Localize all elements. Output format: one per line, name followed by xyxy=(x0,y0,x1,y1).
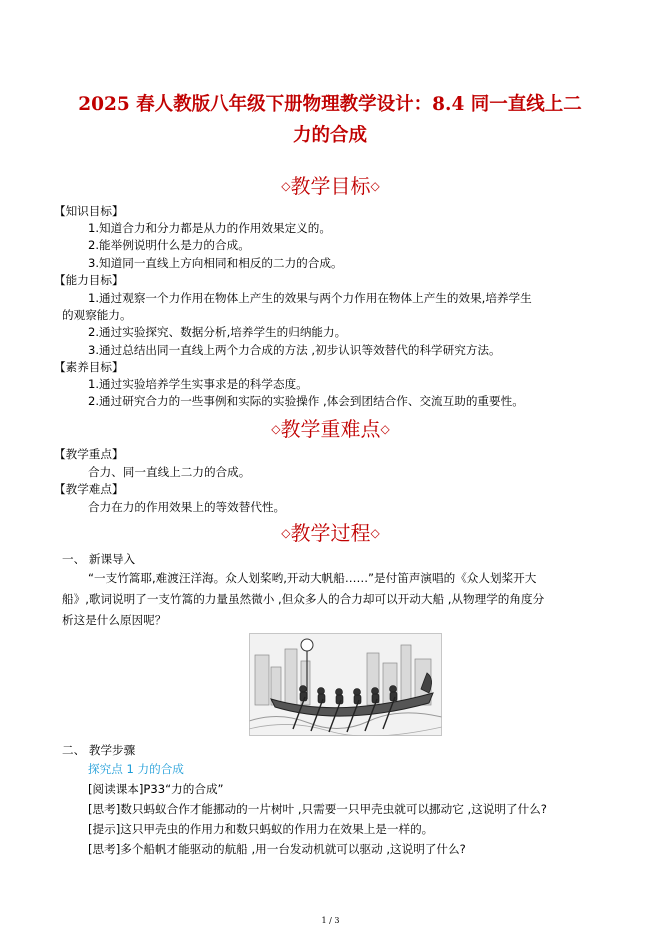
ability-item: 1.通过观察一个力作用在物体上产生的效果与两个力作用在物体上产生的效果,培养学生 xyxy=(88,291,532,305)
intro-label: 一、 新课导入 xyxy=(62,552,136,566)
difficulty-label: 【教学难点】 xyxy=(54,482,124,496)
intro-paragraph-line: 析这是什么原因呢？ xyxy=(62,613,167,627)
subtopic-title-text: 探究点 1 力的合成 xyxy=(88,762,184,776)
knowledge-item: 3.知道同一直线上方向相同和相反的二力的合成。 xyxy=(88,256,343,270)
diamond-icon: ◇ xyxy=(370,179,380,193)
intro-paragraph-line: “一支竹篙耶,难渡汪洋海。众人划桨哟,开动大帆船……”是付笛声演唱的《众人划桨开大 xyxy=(88,571,537,585)
ability-item-cont: 的观察能力。 xyxy=(62,308,132,322)
ability-label: 【能力目标】 xyxy=(54,273,124,287)
section-heading-process xyxy=(0,520,661,546)
section-heading-objectives xyxy=(0,173,661,199)
think-line: [思考]数只蚂蚁合作才能挪动的一片树叶 ,只需要一只甲壳虫就可以挪动它 ,这说明了什么? xyxy=(88,802,547,816)
diamond-icon: ◇ xyxy=(281,179,291,193)
literacy-label: 【素养目标】 xyxy=(54,360,124,374)
subtopic-title xyxy=(88,760,184,778)
literacy-item: 2.通过研究合力的一些事例和实际的实验操作 ,体会到团结合作、交流互助的重要性。 xyxy=(88,394,524,408)
difficulty-text: 合力在力的作用效果上的等效替代性。 xyxy=(88,500,286,514)
key-text: 合力、同一直线上二力的合成。 xyxy=(88,465,251,479)
rowing-boat-illustration xyxy=(249,633,442,736)
key-label: 【教学重点】 xyxy=(54,447,124,461)
section-heading-key-points xyxy=(0,416,661,442)
steps-label: 二、 教学步骤 xyxy=(62,743,136,757)
diamond-icon: ◇ xyxy=(281,526,291,540)
diamond-icon: ◇ xyxy=(271,422,281,436)
literacy-item: 1.通过实验培养学生实事求是的科学态度。 xyxy=(88,377,308,391)
ability-item: 2.通过实验探究、数据分析,培养学生的归纳能力。 xyxy=(88,325,347,339)
section-heading-text: 教学重难点 xyxy=(280,417,381,441)
diamond-icon: ◇ xyxy=(380,422,390,436)
knowledge-item: 1.知道合力和分力都是从力的作用效果定义的。 xyxy=(88,221,331,235)
knowledge-item: 2.能举例说明什么是力的合成。 xyxy=(88,238,250,252)
intro-paragraph-line: 船》,歌词说明了一支竹篙的力量虽然微小 ,但众多人的合力却可以开动大船 ,从物理学的角度分 xyxy=(62,592,545,606)
think-line: [思考]多个船帆才能驱动的航船 ,用一台发动机就可以驱动 ,这说明了什么? xyxy=(88,842,466,856)
document-title-line2: 力的合成 xyxy=(292,125,367,146)
ability-item: 3.通过总结出同一直线上两个力合成的方法 ,初步认识等效替代的科学研究方法。 xyxy=(88,343,501,357)
section-heading-text: 教学过程 xyxy=(290,521,371,545)
knowledge-label: 【知识目标】 xyxy=(54,204,124,218)
document-title-line1: 2025 春人教版八年级下册物理教学设计：8.4 同一直线上二 xyxy=(78,94,582,115)
page-number: 1 / 3 xyxy=(321,916,340,925)
hint-line: [提示]这只甲壳虫的作用力和数只蚂蚁的作用力在效果上是一样的。 xyxy=(88,822,434,836)
section-heading-text: 教学目标 xyxy=(290,174,371,198)
diamond-icon: ◇ xyxy=(370,526,380,540)
reading-line: [阅读课本]P33“力的合成” xyxy=(88,782,224,796)
